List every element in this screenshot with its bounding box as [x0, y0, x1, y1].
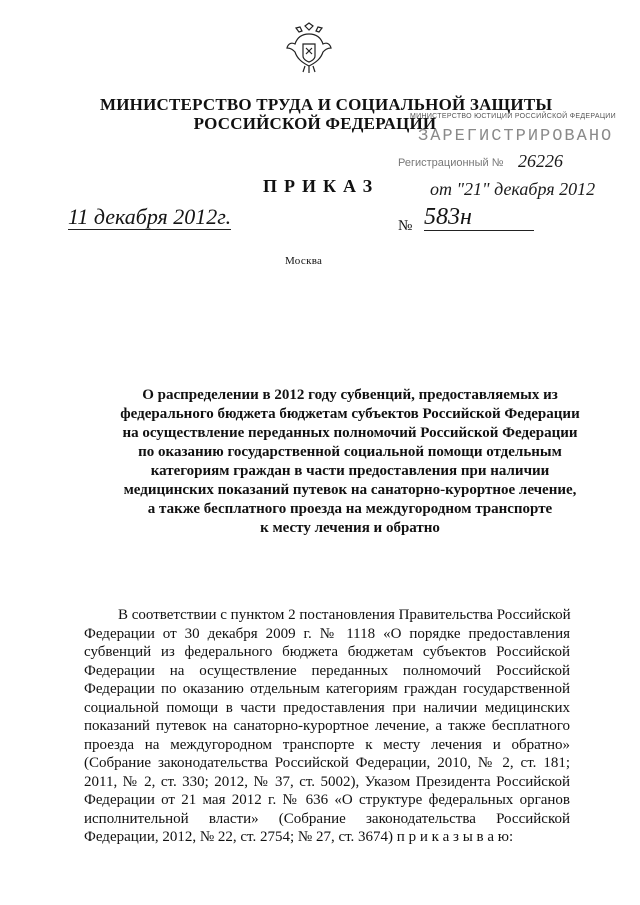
title-line: категориям граждан в части предоставления при наличии — [150, 463, 550, 479]
order-number-handwritten: 583н — [424, 204, 534, 231]
title-line: на осуществление переданных полномочий Российской Федерации — [122, 425, 578, 441]
body-line: Федерации по оказанию отдельным категориям граждан государственной — [84, 681, 570, 697]
title-line: федерального бюджета бюджетам субъектов Российской Федерации — [120, 406, 580, 422]
body-line: показаний путевок на санаторно-курортное лечение, а также бесплатного — [84, 718, 570, 734]
title-line: а также бесплатного проезда на междугородном транспорте — [147, 501, 553, 517]
body-line: Федерации от 21 мая 2012 г. № 636 «О структуре федеральных органов — [84, 792, 570, 808]
title-line: медицинских показаний путевок на санаторно-курортное лечение, — [123, 482, 577, 498]
registration-stamp — [378, 113, 616, 199]
body-line: В соответствии с пунктом 2 постановления Правительства Российской — [118, 607, 571, 623]
order-heading: ПРИКАЗ — [263, 176, 380, 196]
ministry-name-line2: РОССИЙСКОЙ ФЕДЕРАЦИИ — [193, 114, 437, 133]
body-line: 2011, № 2, ст. 330; 2012, № 37, ст. 5002), Указом Президента Российской — [84, 773, 570, 790]
order-date-handwritten: 11 декабря 2012г. — [68, 204, 232, 229]
state-emblem-icon — [285, 22, 333, 74]
order-title — [100, 386, 600, 538]
body-line: (Собрание законодательства Российской Федерации, 2010, № 2, ст. 181; — [84, 755, 570, 771]
body-line: социальной помощи в части предоставления при наличии медицинских — [84, 699, 570, 716]
ministry-name-line1: МИНИСТЕРСТВО ТРУДА И СОЦИАЛЬНОЙ ЗАЩИТЫ — [100, 95, 553, 114]
title-line: по оказанию государственной социальной помощи отдельным — [138, 444, 562, 460]
stamp-date: от "21" декабря 2012 — [430, 179, 596, 199]
body-line: субвенций из федерального бюджета бюджетам субъектов Российской — [84, 644, 570, 660]
stamp-number-label: Регистрационный № — [398, 157, 504, 169]
city-name: Москва — [285, 255, 323, 267]
stamp-registered: ЗАРЕГИСТРИРОВАНО — [418, 127, 614, 146]
body-line: Федерации, 2012, № 22, ст. 2754; № 27, ст. 3674) п р и к а з ы в а ю: — [84, 829, 514, 845]
order-body — [84, 606, 570, 847]
title-line: О распределении в 2012 году субвенций, предоставляемых из — [142, 387, 558, 403]
order-number-label: № — [398, 218, 413, 234]
stamp-number: 26226 — [518, 151, 563, 171]
body-line: исполнительной власти» (Собрание законодательства Российской — [84, 810, 570, 827]
stamp-header: МИНИСТЕРСТВО ЮСТИЦИИ РОССИЙСКОЙ ФЕДЕРАЦИИ — [410, 113, 616, 120]
title-line: к месту лечения и обратно — [260, 520, 440, 536]
body-line: проезда на междугородном транспорте к месту лечения и обратно» — [84, 736, 570, 753]
body-line: Федерации на осуществление переданных полномочий Российской — [84, 662, 570, 679]
body-line: Федерации от 30 декабря 2009 г. № 1118 «О порядке предоставления — [84, 625, 570, 642]
